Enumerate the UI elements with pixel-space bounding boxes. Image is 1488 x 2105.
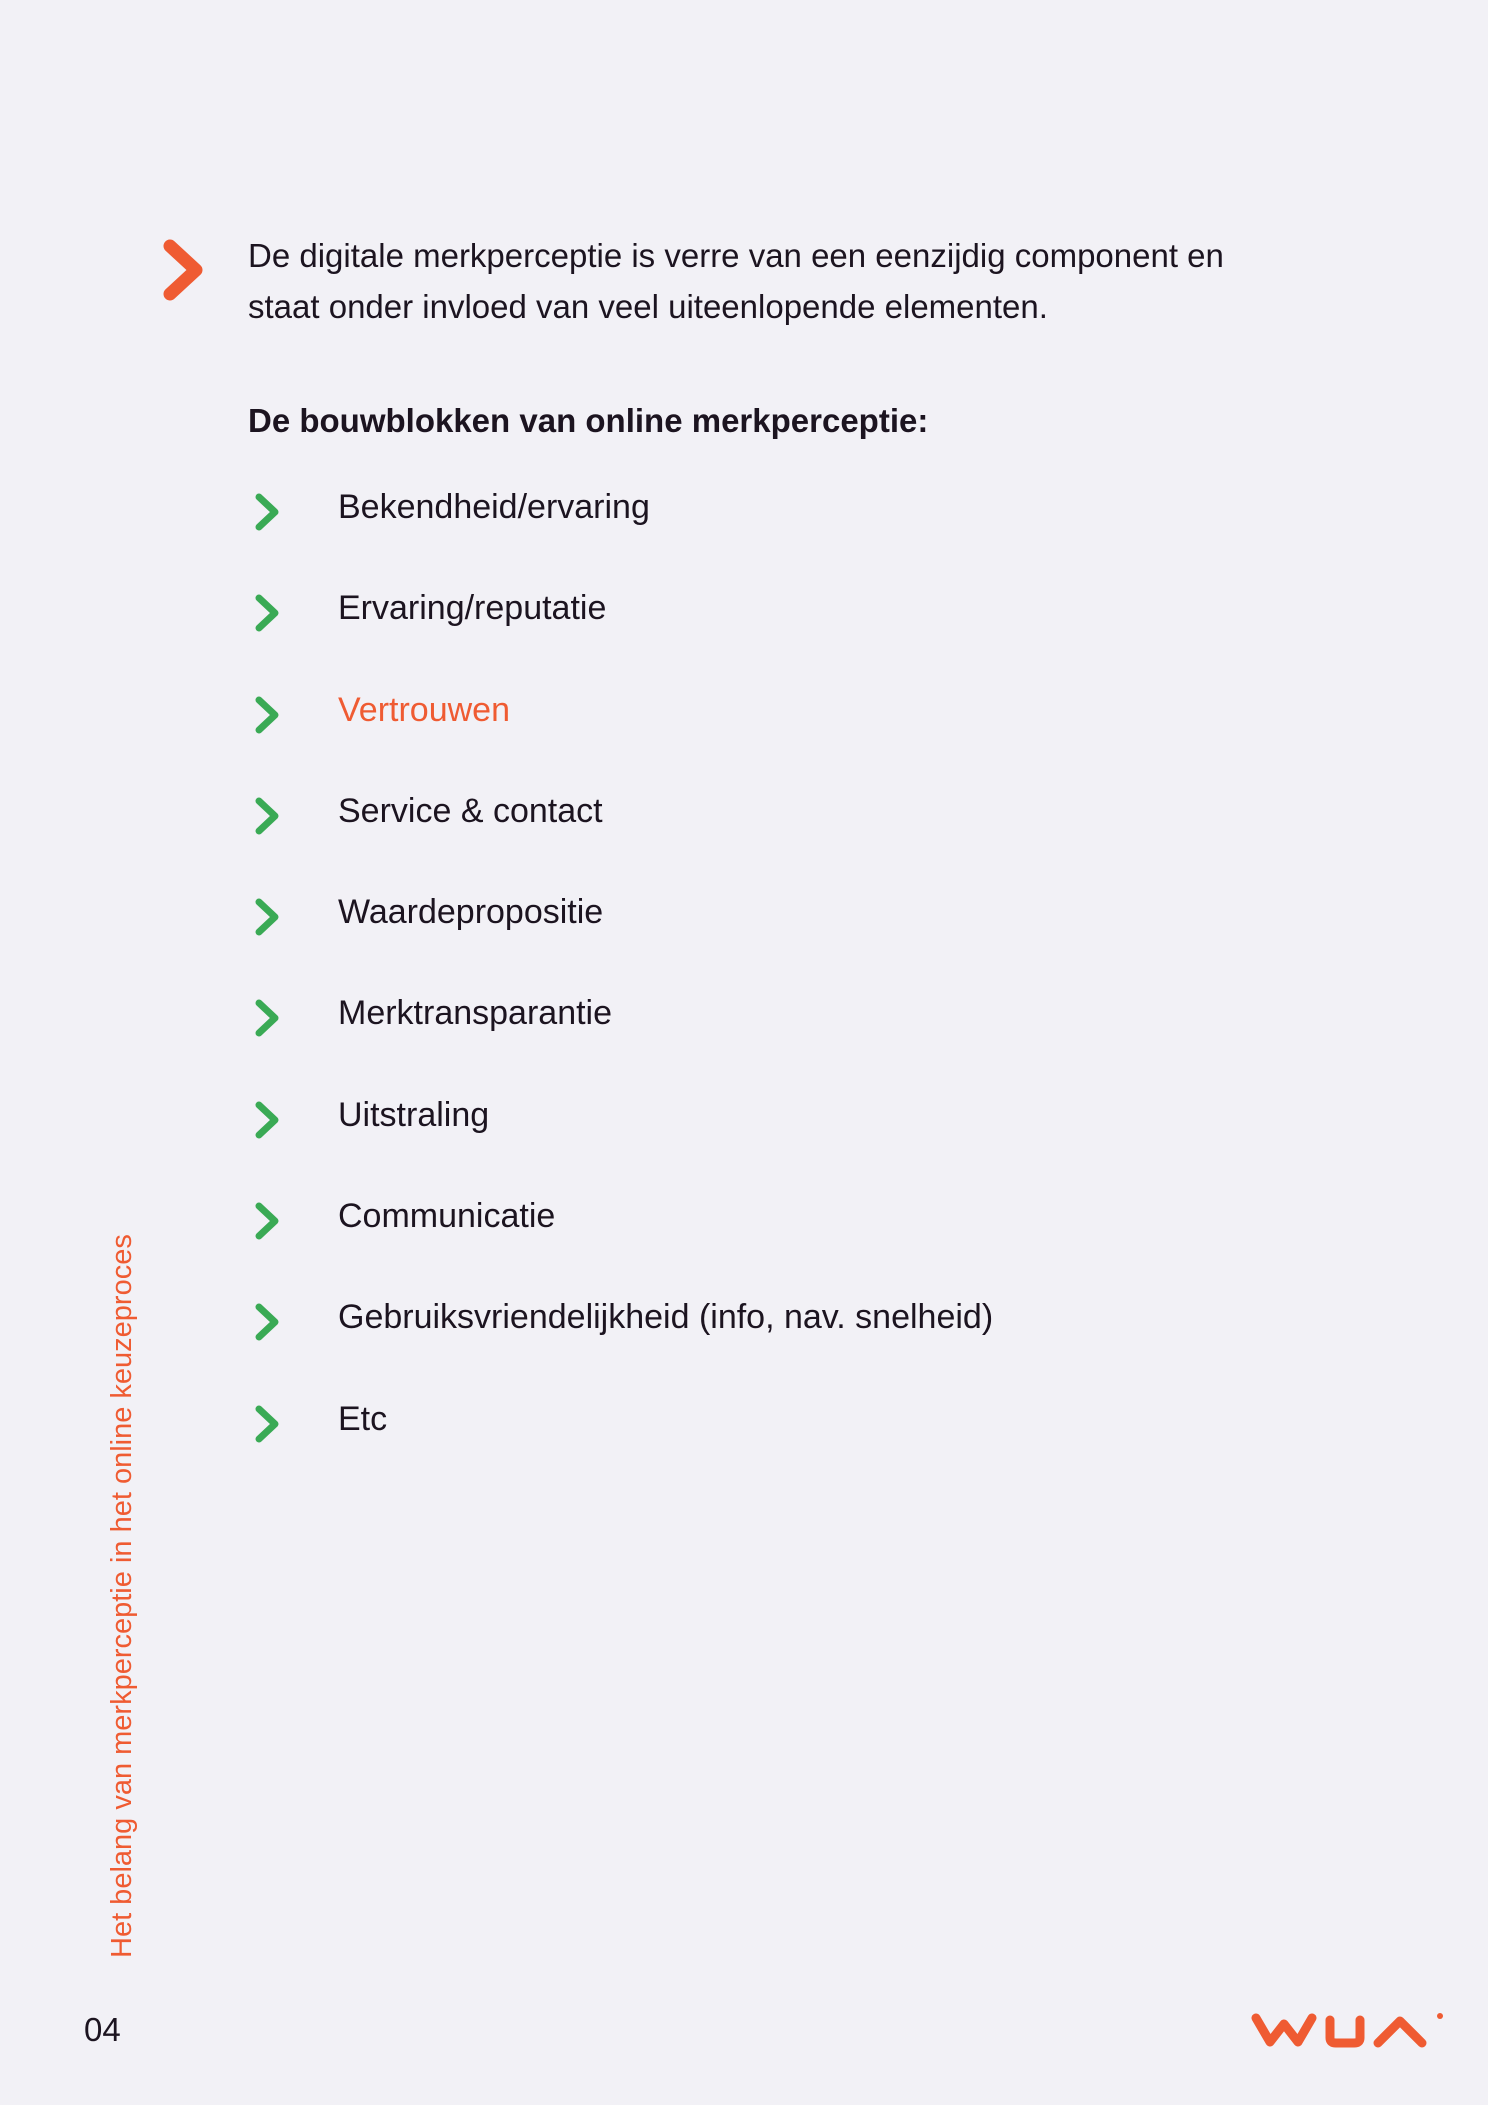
list-item-label: Uitstraling <box>338 1095 490 1134</box>
chevron-right-icon <box>252 591 282 635</box>
list-item <box>252 1090 993 1191</box>
list-item-label: Etc <box>338 1399 388 1438</box>
chevron-right-icon <box>252 1098 282 1142</box>
section-heading: De bouwblokken van online merkperceptie: <box>248 402 929 439</box>
page-number: 04 <box>84 2011 121 2048</box>
list-item-label: Ervaring/reputatie <box>338 589 607 628</box>
side-title: Het belang van merkperceptie in het online keuzeproces <box>106 1234 138 1958</box>
chevron-right-icon <box>252 490 282 534</box>
list-item-label: Waardepropositie <box>338 893 604 932</box>
list-item <box>252 685 993 786</box>
list-item <box>252 1292 993 1393</box>
list-item-label-highlighted: Vertrouwen <box>338 690 510 729</box>
list-item <box>252 482 993 583</box>
intro-line-1: De digitale merkperceptie is verre van een eenzijdig component en <box>248 237 1224 274</box>
chevron-right-icon <box>252 693 282 737</box>
list-item-label: Service & contact <box>338 791 603 830</box>
chevron-right-icon <box>252 1402 282 1446</box>
intro-line-2: staat onder invloed van veel uiteenlopende elementen. <box>248 288 1048 325</box>
list-item <box>252 988 993 1089</box>
chevron-right-icon <box>252 794 282 838</box>
building-blocks-list <box>252 482 993 1495</box>
chevron-right-icon <box>252 1199 282 1243</box>
list-item <box>252 786 993 887</box>
chevron-right-icon <box>252 895 282 939</box>
chevron-right-icon <box>252 996 282 1040</box>
intro-chevron-icon <box>160 238 206 302</box>
list-item-label: Merktransparantie <box>338 994 613 1033</box>
list-item <box>252 1394 993 1495</box>
list-item <box>252 1191 993 1292</box>
list-item <box>252 583 993 684</box>
list-item-label: Bekendheid/ervaring <box>338 488 650 526</box>
list-item-label: Gebruiksvriendelijkheid (info, nav. snelheid) <box>338 1298 994 1337</box>
wua-logo <box>1250 2010 1448 2052</box>
list-item <box>252 887 993 988</box>
intro-paragraph <box>248 230 1398 332</box>
list-item-label: Communicatie <box>338 1197 556 1236</box>
chevron-right-icon <box>252 1300 282 1344</box>
